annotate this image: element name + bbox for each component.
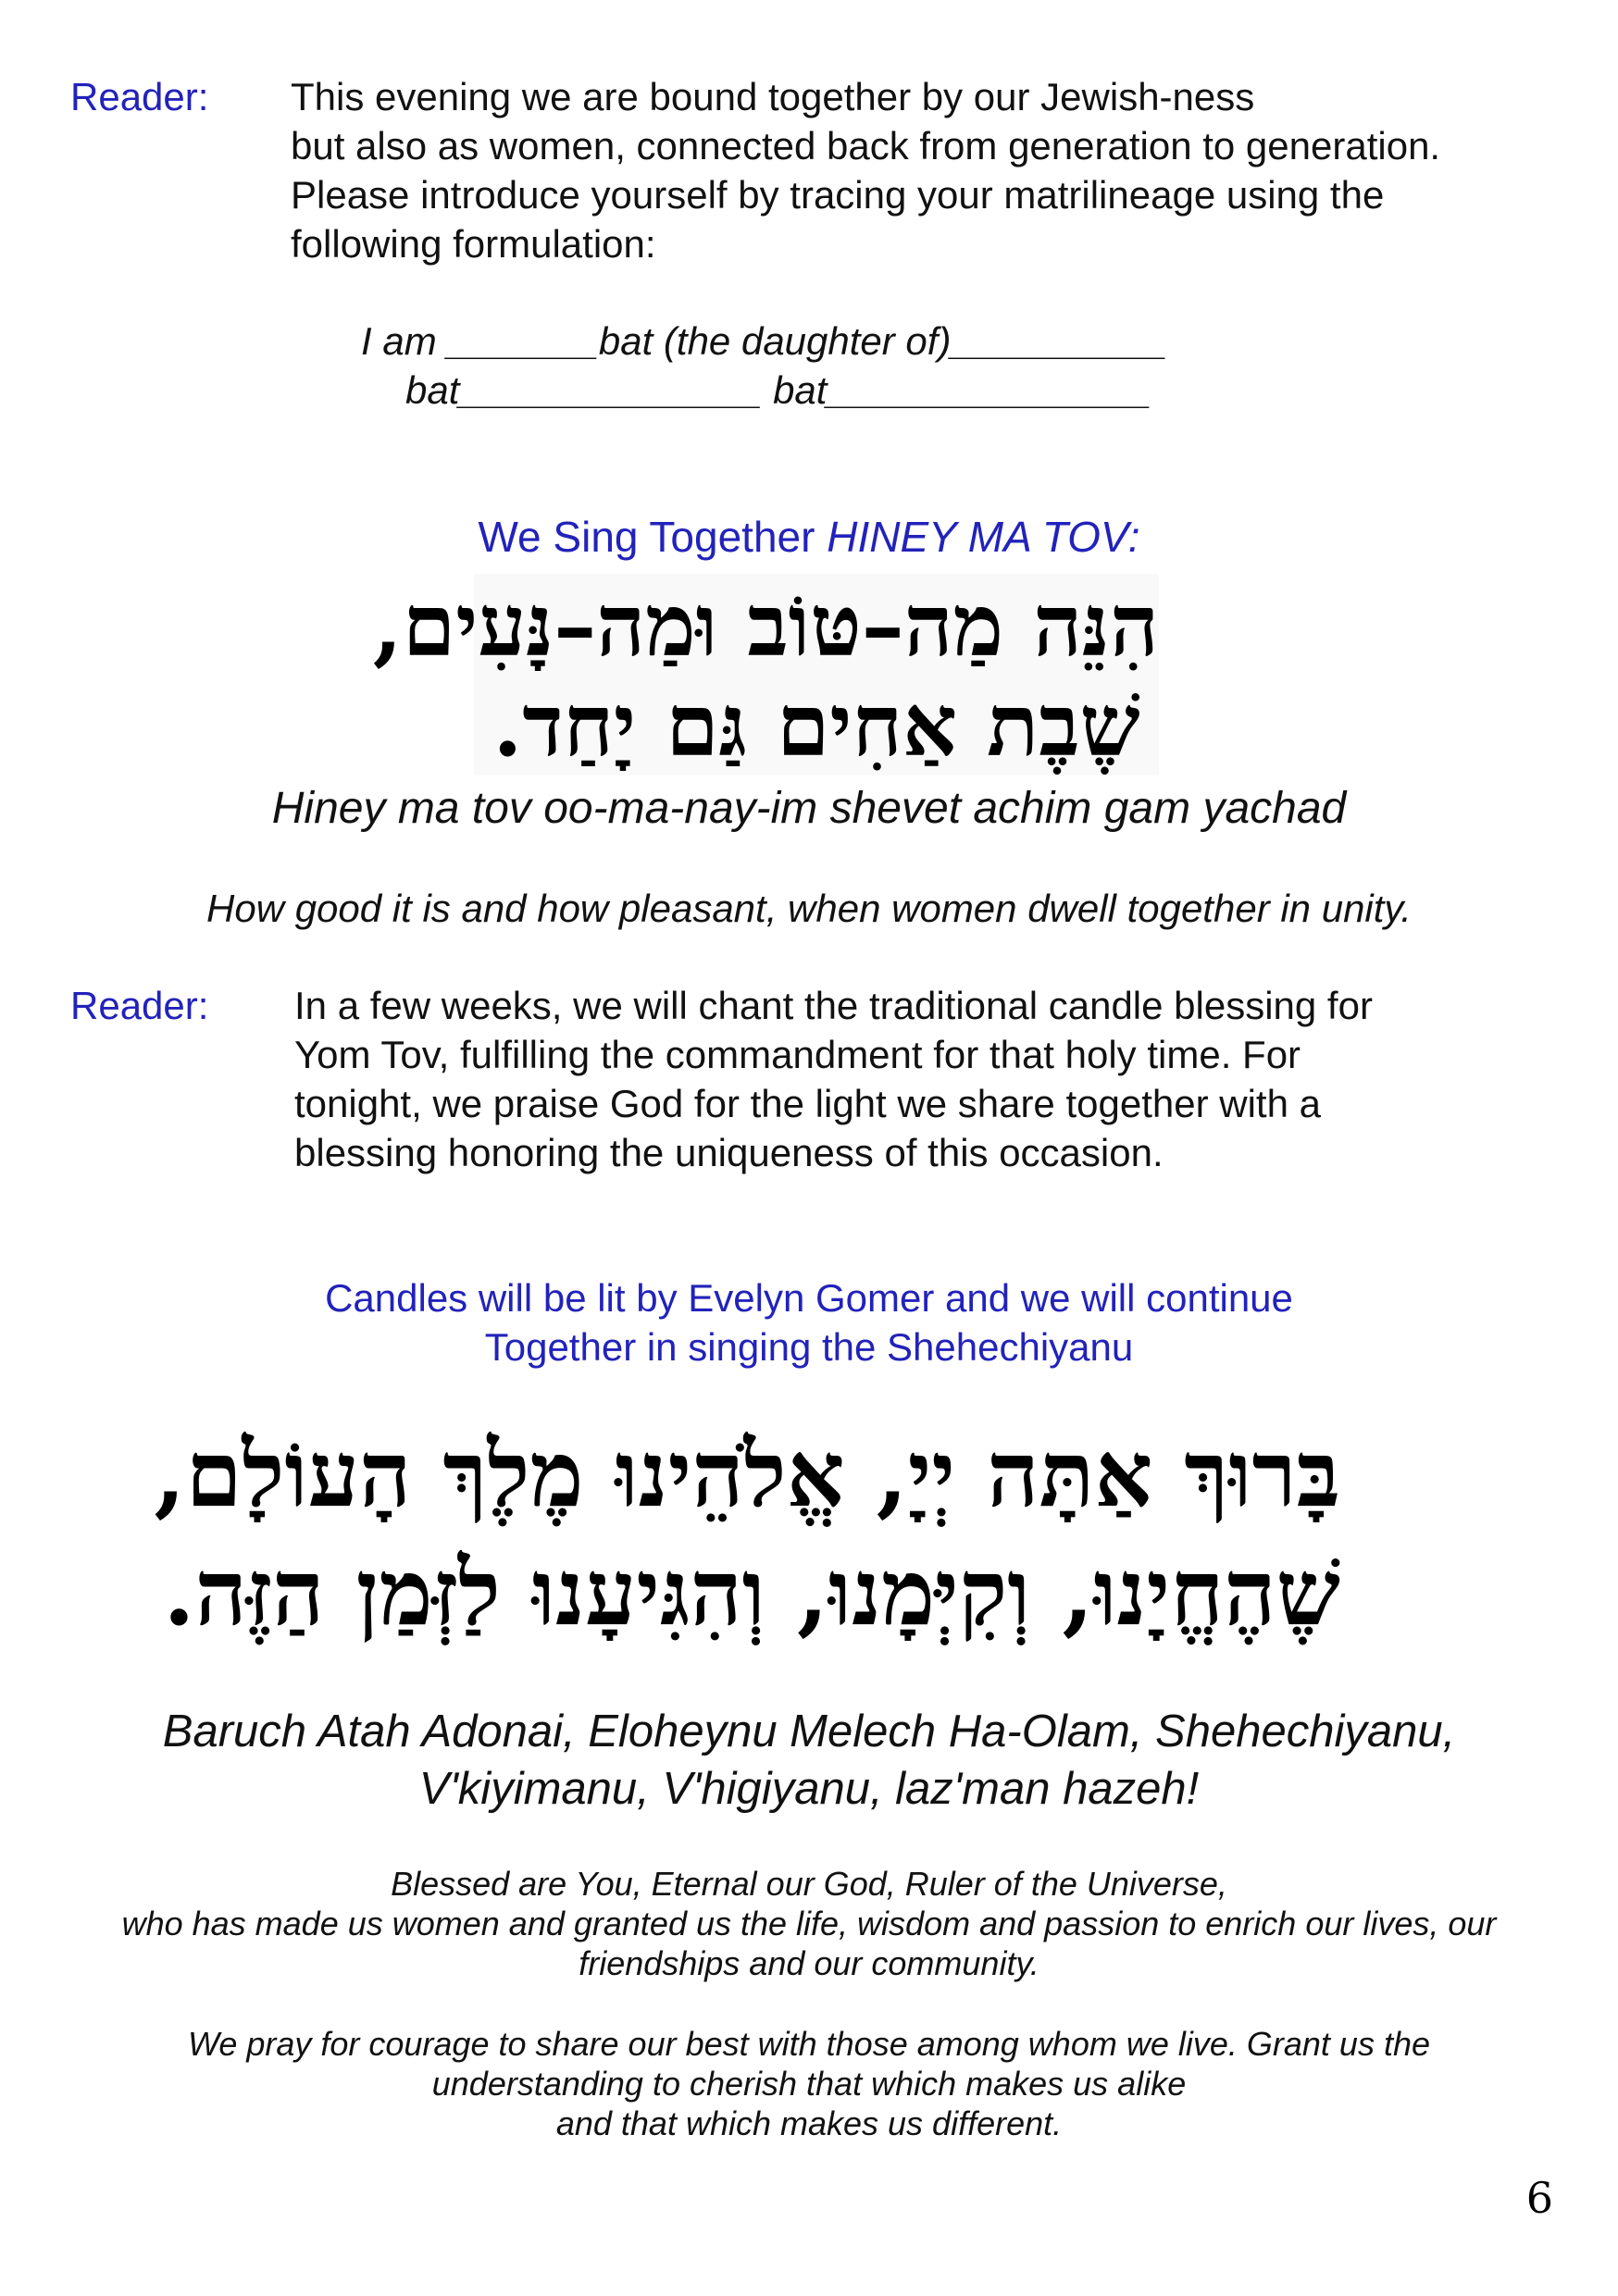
paragraph-line: but also as women, connected back from generation to generation. — [291, 124, 1441, 168]
blessing-translation — [0, 1864, 1618, 1983]
hebrew-line: הִנֵּה מַה–טּוֹב וּמַה–נָּעִים, — [372, 576, 1159, 676]
reader-paragraph — [294, 981, 1373, 1177]
paragraph-line: This evening we are bound together by our Jewish-ness — [291, 75, 1255, 118]
prayer-line: and that which makes us different. — [555, 2104, 1063, 2142]
paragraph-line: following formulation: — [291, 222, 656, 266]
candles-announcement — [0, 1273, 1618, 1371]
song-heading — [0, 511, 1618, 563]
paragraph-line: Please introduce yourself by tracing your matrilineage using the — [291, 173, 1385, 217]
hebrew-text-block — [372, 574, 1159, 776]
blessing-line: Blessed are You, Eternal our God, Ruler of the Universe, — [391, 1865, 1227, 1903]
prayer-line: understanding to cherish that which makes us alike — [431, 2065, 1187, 2103]
formula-line-2: bat______________ bat_______________ — [405, 368, 1151, 412]
paragraph-line: Yom Tov, fulfilling the commandment for that holy time. For — [294, 1033, 1301, 1076]
hebrew-line: שֶׁבֶת אַחִים גַּם יָחַד. — [492, 676, 1140, 776]
song-transliteration: Hiney ma tov oo-ma-nay-im shevet achim gam yachad — [271, 784, 1347, 833]
blessing-line: friendships and our community. — [579, 1944, 1039, 1982]
announcement-line: Together in singing the Shehechiyanu — [484, 1325, 1134, 1369]
reader-label: Reader: — [70, 75, 209, 118]
prayer-line: We pray for courage to share our best with those among whom we live. Grant us the — [187, 2025, 1430, 2063]
song-heading-plain: We Sing Together — [478, 513, 828, 561]
reader-label: Reader: — [70, 984, 209, 1027]
song-translation: How good it is and how pleasant, when women dwell together in unity. — [206, 887, 1412, 930]
hebrew-line: בָּרוּךְ אַתָּה יְיָ, אֱלֹהֵינוּ מֶלֶךְ הָעוֹלָם, — [154, 1421, 1340, 1528]
paragraph-line: In a few weeks, we will chant the traditional candle blessing for — [294, 984, 1373, 1027]
announcement-line: Candles will be lit by Evelyn Gomer and we will continue — [325, 1276, 1293, 1320]
blessing-transliteration — [0, 1703, 1618, 1818]
blessing-line: who has made us women and granted us the life, wisdom and passion to enrich our lives, our — [121, 1905, 1497, 1942]
hebrew-blessing-block — [154, 1416, 1340, 1658]
paragraph-line: blessing honoring the uniqueness of this occasion. — [294, 1131, 1164, 1174]
page-number: 6 — [1525, 2173, 1553, 2223]
transliteration-line: V'kiyimanu, V'higiyanu, laz'man hazeh! — [418, 1764, 1200, 1814]
prayer-text — [0, 2024, 1618, 2143]
song-heading-title: HINEY MA TOV: — [827, 513, 1140, 561]
transliteration-line: Baruch Atah Adonai, Eloheynu Melech Ha-Olam, Shehechiyanu, — [162, 1706, 1456, 1756]
reader-paragraph — [291, 72, 1440, 268]
formula-line-1: I am _______bat (the daughter of)__________ — [361, 319, 1168, 363]
hebrew-line: שֶׁהֶחֱיָנוּ, וְקִיְּמָנוּ, וְהִגִּיעָנוּ לַזְּמַן הַזֶּה. — [163, 1540, 1340, 1646]
paragraph-line: tonight, we praise God for the light we share together with a — [294, 1082, 1321, 1125]
